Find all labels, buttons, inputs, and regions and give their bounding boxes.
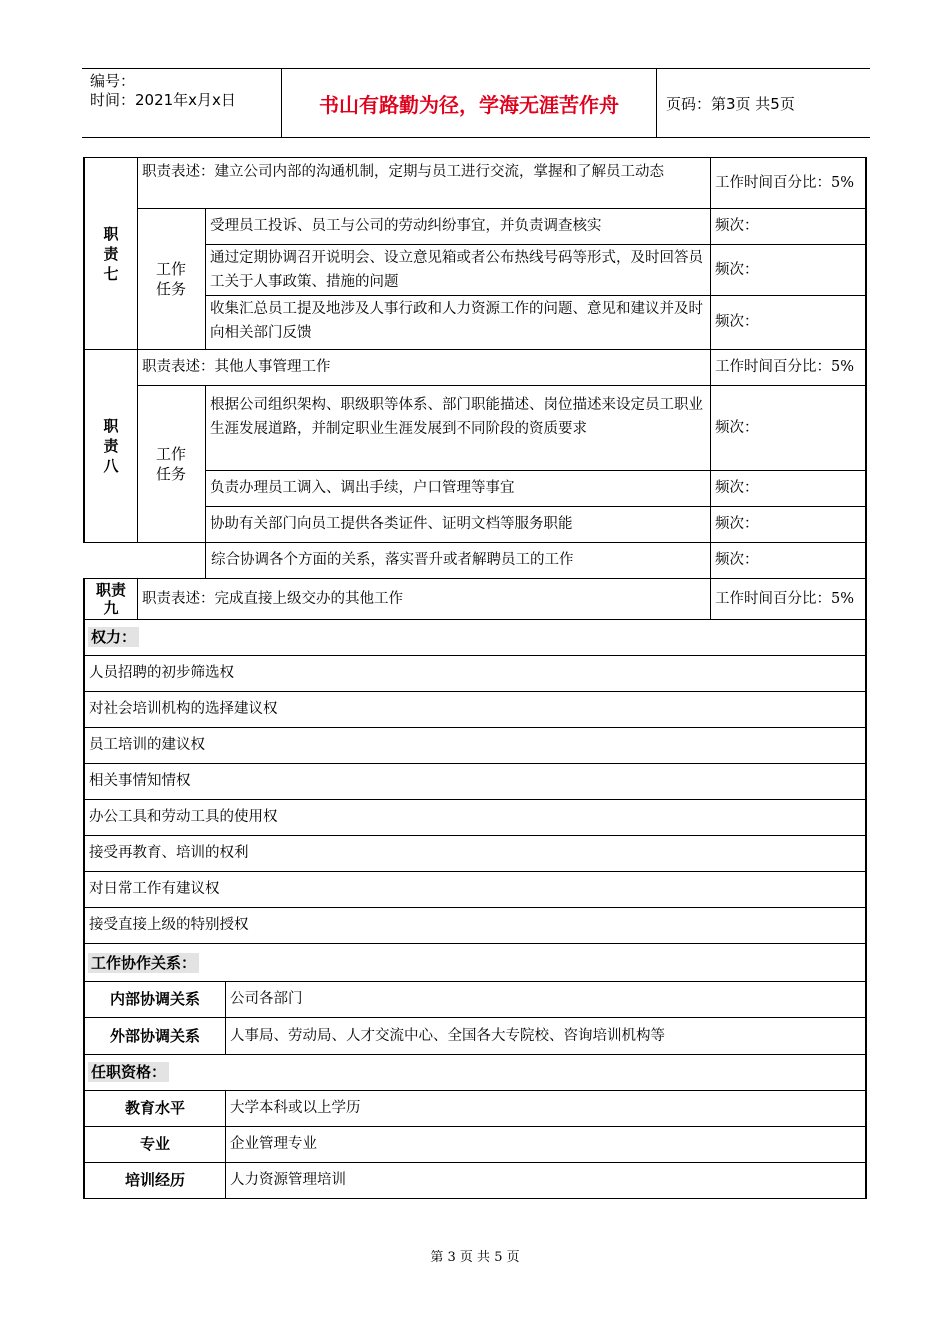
duty-8-task-2: 负责办理员工调入、调出手续，户口管理等事宜 <box>205 470 711 507</box>
duty-7-task-1: 受理员工投诉、员工与公司的劳动纠纷事宜，并负责调查核实 <box>205 208 711 245</box>
duty-7-label-cell <box>83 157 138 350</box>
internal-coordination-label: 内部协调关系 <box>109 990 200 1008</box>
cooperation-title: 工作协作关系： <box>88 953 199 973</box>
duty-7-task-2: 通过定期协调召开说明会、设立意见箱或者公布热线号码等形式，及时回答员工关于人事政策、措施的问题 <box>205 244 711 296</box>
duty-7-task-label-cell <box>137 208 206 350</box>
header-page-info: 页码：第3页 共5页 <box>666 94 795 113</box>
header-motto: 书山有路勤为径，学海无涯苦作舟 <box>282 69 657 137</box>
duty-9-label-cell <box>83 578 138 620</box>
qualification-section-header <box>83 1054 867 1091</box>
duty-8-task-1-freq: 频次： <box>710 385 867 471</box>
internal-coordination-label-cell <box>83 981 226 1018</box>
education-label: 教育水平 <box>124 1099 185 1117</box>
duty-9-percent: 工作时间百分比：5% <box>710 578 867 620</box>
duty-8-percent: 工作时间百分比：5% <box>710 349 867 386</box>
header-meta <box>82 69 282 137</box>
power-item: 办公工具和劳动工具的使用权 <box>83 799 867 836</box>
major-label: 专业 <box>139 1135 170 1153</box>
duty-8-label: 职 责 八 <box>103 416 119 475</box>
training-label: 培训经历 <box>124 1171 185 1189</box>
duty-8-task-3: 协助有关部门向员工提供各类证件、证明文档等服务职能 <box>205 506 711 543</box>
education-label-cell <box>83 1090 226 1127</box>
duty-8-task-2-freq: 频次： <box>710 470 867 507</box>
duty-8-task-3-freq: 频次： <box>710 506 867 543</box>
document-date: 时间：2021年x月x日 <box>90 91 236 109</box>
major-label-cell <box>83 1126 226 1163</box>
duty-8-task-label: 工作 任务 <box>155 444 186 483</box>
duty-7-percent: 工作时间百分比：5% <box>710 157 867 209</box>
external-coordination-value: 人事局、劳动局、人才交流中心、全国各大专院校、咨询培训机构等 <box>225 1017 867 1055</box>
document-number: 编号： <box>90 72 136 90</box>
duty-9-label: 职责 九 <box>95 581 126 617</box>
page-footer: 第 3 页 共 5 页 <box>430 1250 520 1265</box>
power-item: 人员招聘的初步筛选权 <box>83 655 867 692</box>
power-item: 相关事情知情权 <box>83 763 867 800</box>
education-value: 大学本科或以上学历 <box>225 1090 867 1127</box>
duty-8-task-1: 根据公司组织架构、职级职等体系、部门职能描述、岗位描述来设定员工职业生涯发展道路，并制定职业生涯发展到不同阶段的资质要求 <box>205 385 711 471</box>
qualification-title: 任职资格： <box>88 1062 169 1082</box>
duty-8-description: 职责表述：其他人事管理工作 <box>137 349 711 386</box>
duty-7-label: 职 责 七 <box>103 224 119 283</box>
cooperation-section-header <box>83 944 867 982</box>
training-label-cell <box>83 1162 226 1199</box>
power-item: 接受直接上级的特别授权 <box>83 907 867 944</box>
duty-7-task-3: 收集汇总员工提及地涉及人事行政和人力资源工作的问题、意见和建议并及时向相关部门反馈 <box>205 295 711 350</box>
power-item: 对社会培训机构的选择建议权 <box>83 691 867 728</box>
power-item: 对日常工作有建议权 <box>83 871 867 908</box>
powers-section-header <box>83 619 867 656</box>
duty-7-task-1-freq: 频次： <box>710 208 867 245</box>
duty-7-task-2-freq: 频次： <box>710 244 867 296</box>
duty-8-task-4-freq: 频次： <box>710 542 867 579</box>
external-coordination-label: 外部协调关系 <box>109 1026 200 1045</box>
duty-7-description: 职责表述：建立公司内部的沟通机制，定期与员工进行交流，掌握和了解员工动态 <box>137 157 711 209</box>
training-value: 人力资源管理培训 <box>225 1162 867 1199</box>
power-item: 接受再教育、培训的权利 <box>83 835 867 872</box>
major-value: 企业管理专业 <box>225 1126 867 1163</box>
external-coordination-label-cell <box>83 1017 226 1055</box>
internal-coordination-value: 公司各部门 <box>225 981 867 1018</box>
duty-8-task-label-cell <box>137 385 206 543</box>
duty-9-description: 职责表述：完成直接上级交办的其他工作 <box>137 578 711 620</box>
duty-8-task-4: 综合协调各个方面的关系，落实晋升或者解聘员工的工作 <box>205 542 711 579</box>
page-header <box>82 68 870 138</box>
duty-7-task-3-freq: 频次： <box>710 295 867 350</box>
duty-7-task-label: 工作 任务 <box>155 259 186 298</box>
duty-8-label-cell <box>83 349 138 543</box>
powers-title: 权力： <box>88 627 139 647</box>
power-item: 员工培训的建议权 <box>83 727 867 764</box>
